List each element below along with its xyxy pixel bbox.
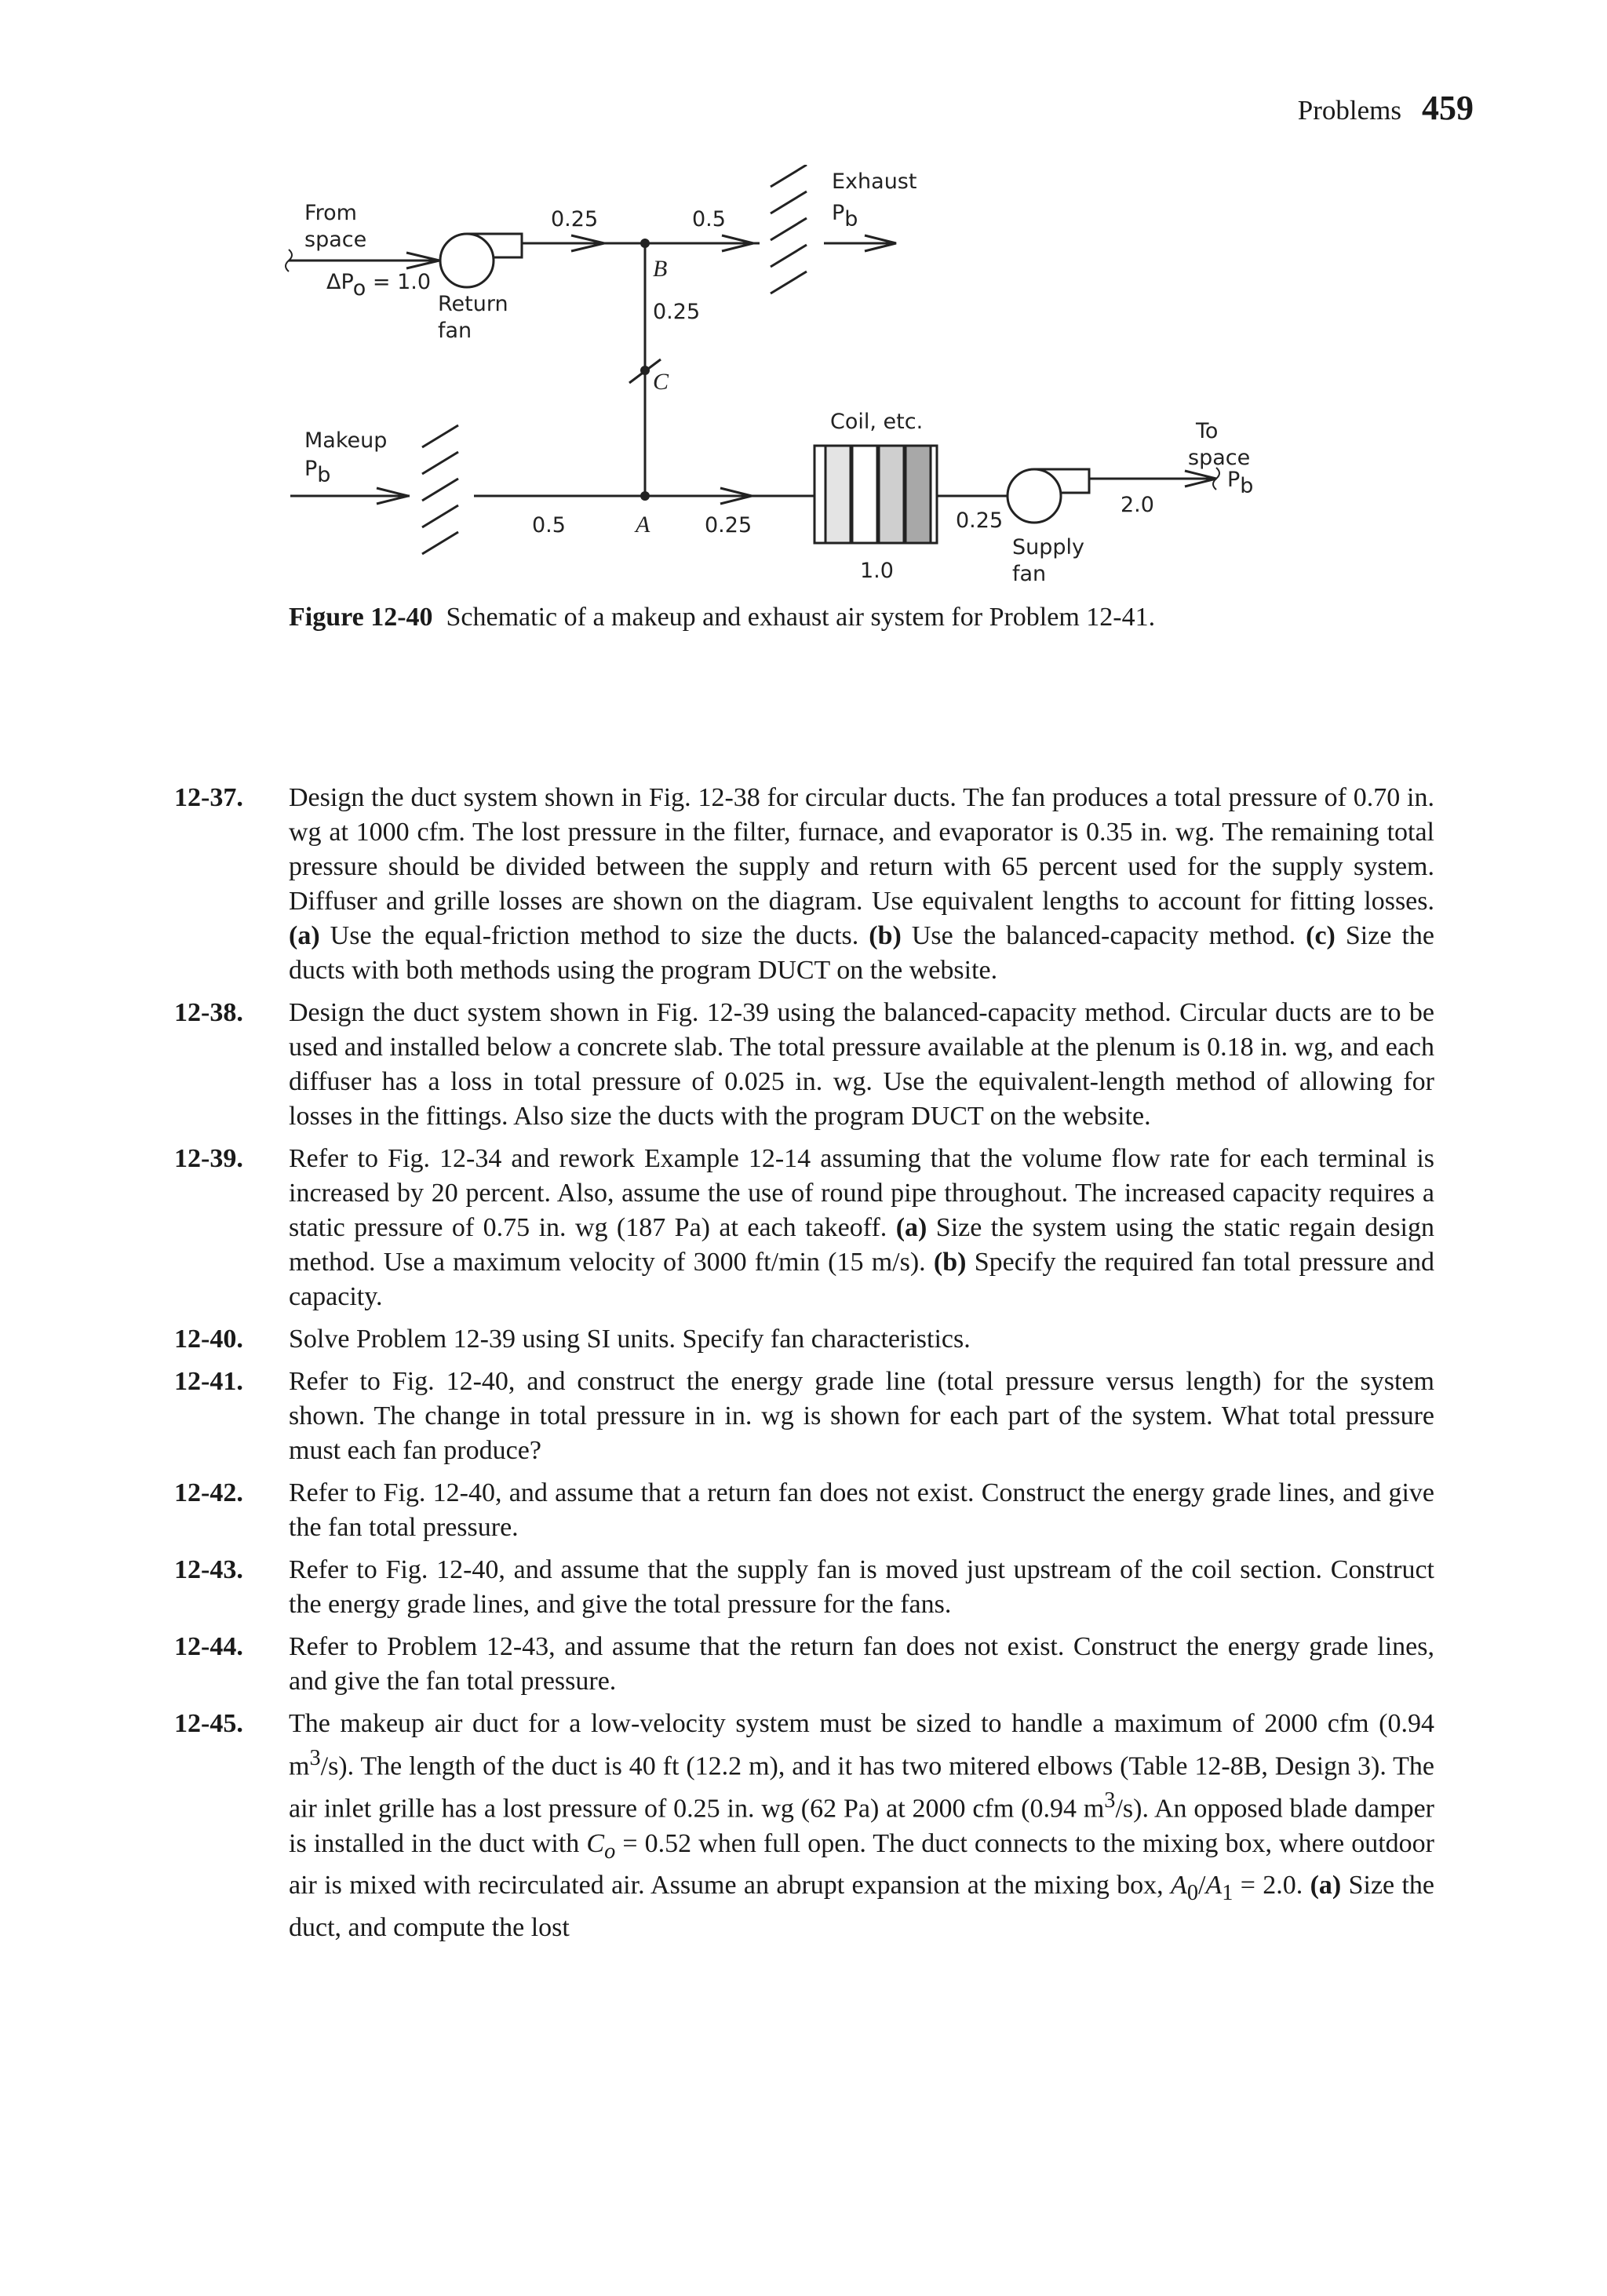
figure-caption <box>289 603 1155 632</box>
node-b-dot <box>640 239 650 248</box>
supply-fan-symbol <box>1008 469 1061 523</box>
problem-text: Solve Problem 12-39 using SI units. Specify fan characteristics. <box>289 1325 971 1354</box>
caption-text: Schematic of a makeup and exhaust air system for Problem 12-41. <box>446 603 1156 632</box>
problem-text: Refer to Problem 12-43, and assume that the return fan does not exist. Construct the energy grade lines, and give the fan total pressure. <box>289 1632 1434 1696</box>
node-c-dot <box>640 366 650 375</box>
node-a-dot <box>640 491 650 501</box>
label-makeup-loss: 0.5 <box>532 513 566 538</box>
label-node-c: C <box>653 369 669 395</box>
problem-text: Refer to Fig. 12-40, and construct the energy grade line (total pressure versus length) for the system shown. The change in total pressure in in. wg is shown for each part of the system. What total pressure must each fan produce? <box>289 1367 1434 1465</box>
problem-number: 12-42. <box>174 1478 243 1507</box>
caption-label: Figure 12-40 <box>289 603 433 632</box>
problem-text: Refer to Fig. 12-40, and assume that the supply fan is moved just upstream of the coil section. Construct the energy grade lines, and give the total pressure for the fans. <box>289 1555 1434 1619</box>
label-supply-fan: Supply <box>1012 535 1085 559</box>
running-title: Problems <box>1297 95 1401 126</box>
label-exhaust: Exhaust <box>832 169 917 194</box>
label-return-loss: 0.25 <box>551 207 599 231</box>
duct-schematic <box>275 165 1326 604</box>
label-supply-loss: 2.0 <box>1121 493 1154 517</box>
label-makeup: Makeup <box>304 428 388 453</box>
problem-item <box>174 996 1434 1134</box>
label-coil: Coil, etc. <box>830 410 924 434</box>
page-header <box>1298 88 1474 128</box>
problem-item <box>174 1630 1434 1699</box>
problem-item <box>174 1322 1434 1357</box>
page-number: 459 <box>1422 89 1474 127</box>
problem-text: Design the duct system shown in Fig. 12-38 for circular ducts. The fan produces a total pressure of 0.70 in. wg at 1000 cfm. The lost pressure in the filter, furnace, and evaporator is 0.35 in. wg. The remaining total pressure should be divided between the supply and return with 65 percent used for the supply system. Diffuser and grille losses are shown on the diagram. Use equivalent lengths to account for fitting losses. (a) Use the equal-friction method to size the ducts. (b) Use the balanced-capacity method. (c) Size the ducts with both methods using the program DUCT on the website. <box>289 783 1434 985</box>
label-supply-fan-2: fan <box>1012 562 1047 586</box>
problem-text: Design the duct system shown in Fig. 12-39 using the balanced-capacity method. Circular ducts are to be used and installed below a concrete slab. The total pressure available at the plenum is 0.18 in. wg, and each diffuser has a loss in total pressure of 0.025 in. wg. Use the equivalent-length method of allowing for losses in the fittings. Also size the ducts with the program DUCT on the website. <box>289 998 1434 1131</box>
label-to-space: To <box>1196 419 1219 443</box>
problem-number: 12-38. <box>174 998 243 1027</box>
problem-number: 12-43. <box>174 1555 243 1584</box>
problem-number: 12-37. <box>174 783 243 812</box>
label-bc-loss: 0.25 <box>653 300 701 324</box>
coil-element-2 <box>852 446 877 543</box>
problem-text: The makeup air duct for a low-velocity system must be sized to handle a maximum of 2000 cfm (0.94 $m^3/s$). The length of the duct is 40 ft (12.2 m), and it has two mitered elbows (Table 12-8B, Design 3). The air inlet grille has a lost pressure of 0.25 in. wg (62 Pa) at 2000 cfm (0.94 $m^3/s$). An opposed blade damper is installed in the duct with $C_o = 0.52$ when full open. The duct connects to the mixing box, where outdoor air is mixed with recirculated air. Assume an abrupt expansion at the mixing box, $A_0/A_1 = 2.0$. (a) Size the duct, and compute the lost <box>289 1709 1435 1943</box>
problem-text: Refer to Fig. 12-40, and assume that a return fan does not exist. Construct the energy grade lines, and give the fan total pressure. <box>289 1478 1434 1542</box>
return-fan-symbol <box>440 234 494 287</box>
label-mixed-loss: 0.25 <box>705 513 752 538</box>
label-exhaust-pb: Pb <box>832 201 858 231</box>
problem-number: 12-45. <box>174 1709 243 1738</box>
problem-text: Refer to Fig. 12-34 and rework Example 12-14 assuming that the volume flow rate for each terminal is increased by 20 percent. Also, assume the use of round pipe throughout. The increased capacity requires a static pressure of 0.75 in. wg (187 Pa) at each takeoff. (a) Size the system using the static regain design method. Use a maximum velocity of 3000 ft/min (15 m/s). (b) Specify the required fan total pressure and capacity. <box>289 1144 1434 1311</box>
problem-number: 12-39. <box>174 1144 243 1173</box>
label-return-fan: Return <box>438 292 508 316</box>
problem-item <box>174 1142 1434 1314</box>
problem-item <box>174 781 1434 988</box>
label-coil-outlet-loss: 0.25 <box>956 508 1004 533</box>
problem-item <box>174 1365 1434 1468</box>
label-coil-loss: 1.0 <box>860 559 894 583</box>
exhaust-louvers <box>771 165 807 293</box>
problem-item <box>174 1476 1434 1545</box>
makeup-louvers <box>422 425 458 554</box>
label-to-space-2: space <box>1188 446 1251 470</box>
return-fan-outlet <box>467 234 522 257</box>
coil-element-4 <box>906 446 931 543</box>
problem-item <box>174 1707 1434 1945</box>
figure-12-40 <box>275 165 1326 604</box>
label-from-space: From <box>304 201 357 225</box>
label-from-space-2: space <box>304 228 367 252</box>
problem-number: 12-41. <box>174 1367 243 1396</box>
problem-item <box>174 1553 1434 1622</box>
problem-list <box>174 781 1434 1953</box>
coil-element-3 <box>879 446 904 543</box>
label-makeup-pb: Pb <box>304 457 331 487</box>
label-node-a: A <box>636 512 650 538</box>
label-delta-p: ΔPo = 1.0 <box>326 270 432 301</box>
label-node-b: B <box>653 256 668 282</box>
problem-number: 12-40. <box>174 1325 243 1354</box>
problem-number: 12-44. <box>174 1632 243 1661</box>
coil-element-1 <box>825 446 851 543</box>
label-return-fan-2: fan <box>438 319 472 343</box>
label-exhaust-loss: 0.5 <box>692 207 726 231</box>
label-supply-pb: Pb <box>1227 468 1254 498</box>
